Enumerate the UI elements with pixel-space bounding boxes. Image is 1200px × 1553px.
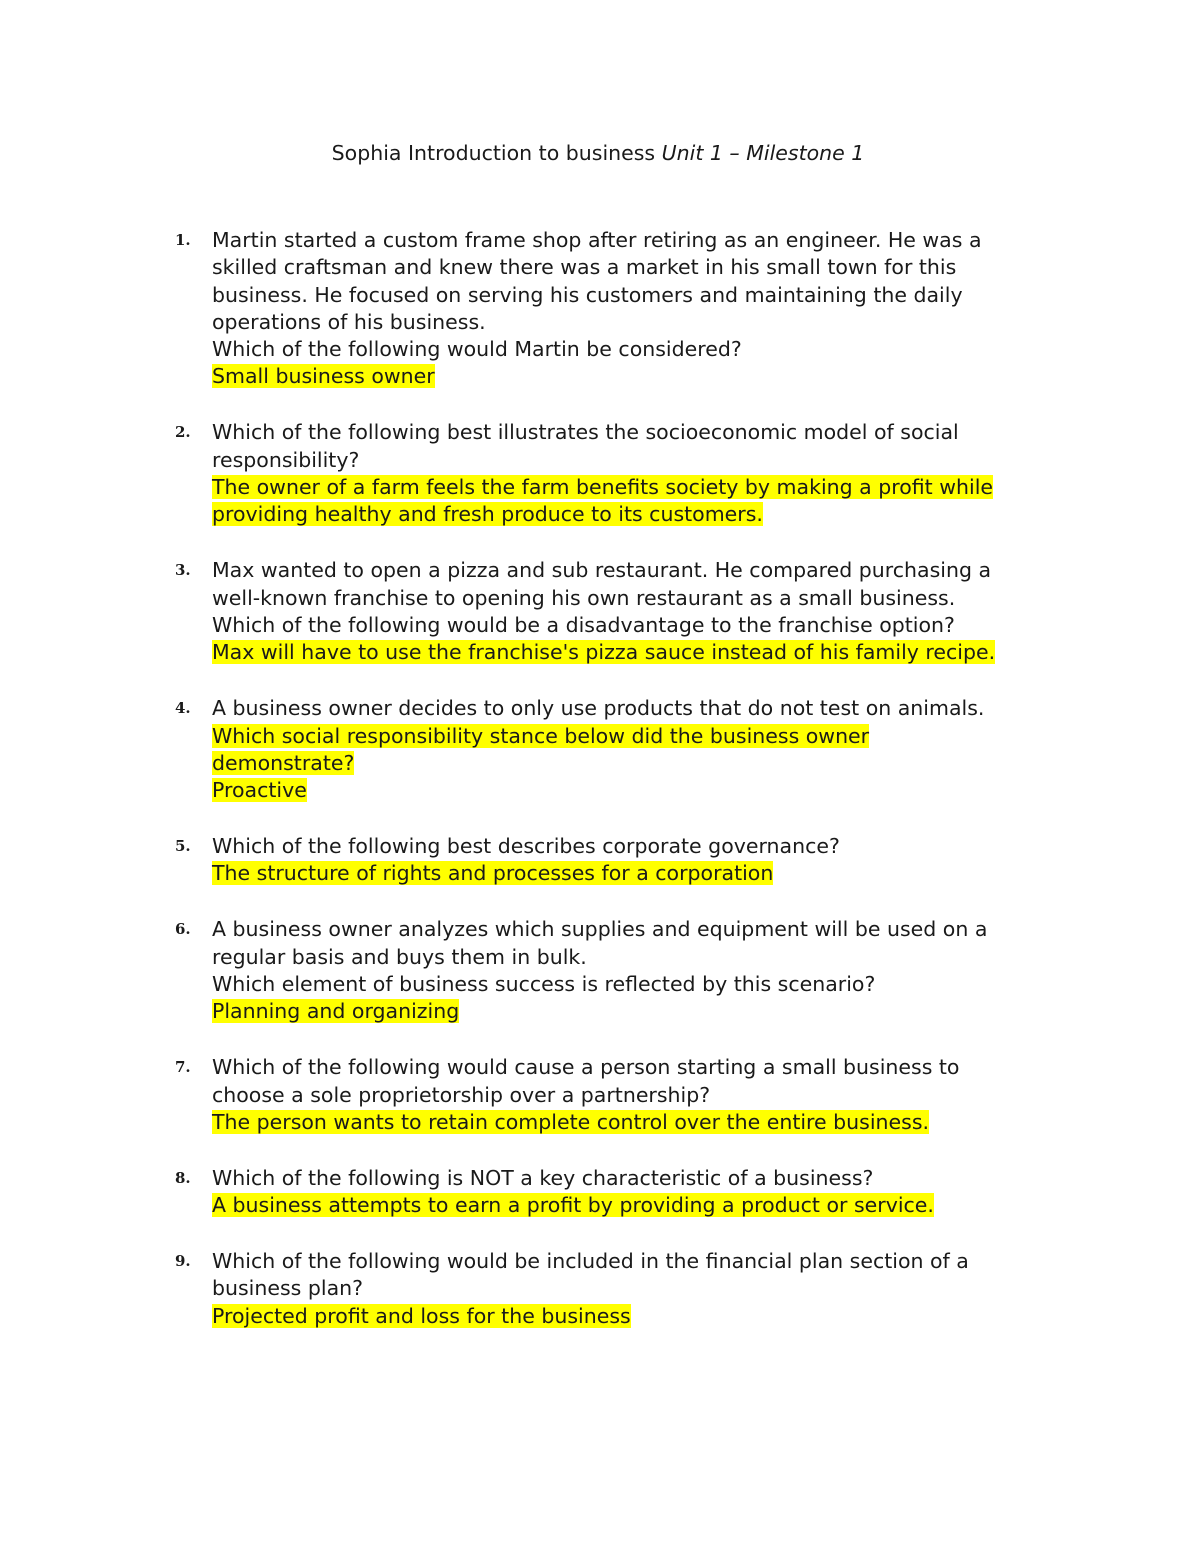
question-item — [175, 227, 1072, 391]
question-text-line: Martin started a custom frame shop after retiring as an engineer. He was a — [212, 228, 982, 252]
question-text-line: operations of his business. — [212, 309, 486, 334]
question-number: 4. — [175, 699, 191, 718]
highlighted-answer: The person wants to retain complete control over the entire business. — [212, 1109, 930, 1134]
answer-line — [212, 501, 1072, 528]
question-number: 6. — [175, 920, 191, 939]
answer-line — [212, 639, 1072, 666]
answer-line — [212, 750, 1072, 777]
title-text: Sophia Introduction to business — [331, 141, 662, 165]
highlighted-answer: Projected profit and loss for the business — [212, 1303, 631, 1328]
highlighted-answer: providing healthy and fresh produce to its customers. — [212, 502, 763, 527]
question-text-line: skilled craftsman and knew there was a market in his small town for this — [212, 255, 957, 280]
highlighted-answer: The structure of rights and processes for a corporation — [212, 861, 774, 886]
question-text-line: Which of the following would be a disadvantage to the franchise option? — [212, 612, 955, 637]
question-list — [175, 227, 1072, 1359]
highlighted-answer: A business attempts to earn a profit by providing a product or service. — [212, 1193, 934, 1218]
answer-line — [212, 363, 1072, 390]
question-item — [175, 557, 1072, 666]
question-text-line: Max wanted to open a pizza and sub restaurant. He compared purchasing a — [212, 558, 992, 583]
question-text-line: choose a sole proprietorship over a partnership? — [212, 1082, 711, 1107]
question-text-line: business. He focused on serving his customers and maintaining the daily — [212, 282, 963, 307]
highlighted-answer: Planning and organizing — [212, 999, 460, 1024]
question-text-line: Which of the following is NOT a key characteristic of a business? — [212, 1165, 874, 1190]
question-text-line: A business owner decides to only use products that do not test on animals. — [212, 696, 985, 721]
question-number: 7. — [175, 1058, 191, 1077]
question-text-line: Which of the following would be included in the financial plan section of a — [212, 1249, 969, 1274]
question-item — [175, 916, 1072, 1025]
question-number: 3. — [175, 561, 191, 580]
answer-line — [212, 860, 1072, 887]
question-text-line: A business owner analyzes which supplies and equipment will be used on a — [212, 917, 988, 942]
highlighted-answer: Proactive — [212, 778, 307, 803]
answer-line — [212, 474, 1072, 501]
question-item — [175, 1248, 1072, 1330]
question-number: 8. — [175, 1168, 191, 1187]
question-text-line: Which of the following would Martin be considered? — [212, 337, 742, 362]
answer-line — [212, 1303, 1072, 1330]
question-text-line: Which element of business success is reflected by this scenario? — [212, 971, 876, 996]
highlighted-answer: Small business owner — [212, 364, 435, 389]
question-item — [175, 695, 1072, 804]
answer-line — [212, 1109, 1072, 1136]
question-item — [175, 833, 1072, 888]
question-text-line: Which of the following would cause a person starting a small business to — [212, 1055, 960, 1080]
question-text-line: Which of the following best illustrates the socioeconomic model of social — [212, 420, 959, 445]
title-unit-milestone: Unit 1 – Milestone 1 — [661, 141, 865, 165]
question-number: 9. — [175, 1252, 191, 1271]
question-item — [175, 1165, 1072, 1220]
question-text-line: responsibility? — [212, 447, 360, 472]
question-number: 1. — [175, 231, 191, 249]
answer-line — [212, 1192, 1072, 1219]
answer-line — [212, 723, 1072, 750]
question-number: 2. — [175, 423, 191, 442]
answer-line — [212, 998, 1072, 1025]
highlighted-answer: The owner of a farm feels the farm benefits society by making a profit while — [212, 475, 994, 500]
highlighted-answer: Max will have to use the franchise's pizza sauce instead of his family recipe. — [212, 640, 996, 665]
question-text-line: well-known franchise to opening his own restaurant as a small business. — [212, 585, 956, 610]
answer-line — [212, 777, 1072, 804]
question-number: 5. — [175, 837, 191, 856]
question-item — [175, 1054, 1072, 1136]
question-text-line: business plan? — [212, 1276, 364, 1301]
highlighted-answer: demonstrate? — [212, 750, 355, 775]
highlighted-answer: Which social responsibility stance below did the business owner — [212, 723, 870, 748]
document-title — [0, 139, 1196, 167]
question-item — [175, 419, 1072, 528]
question-text-line: Which of the following best describes corporate governance? — [212, 834, 840, 859]
question-text-line: regular basis and buys them in bulk. — [212, 944, 587, 969]
